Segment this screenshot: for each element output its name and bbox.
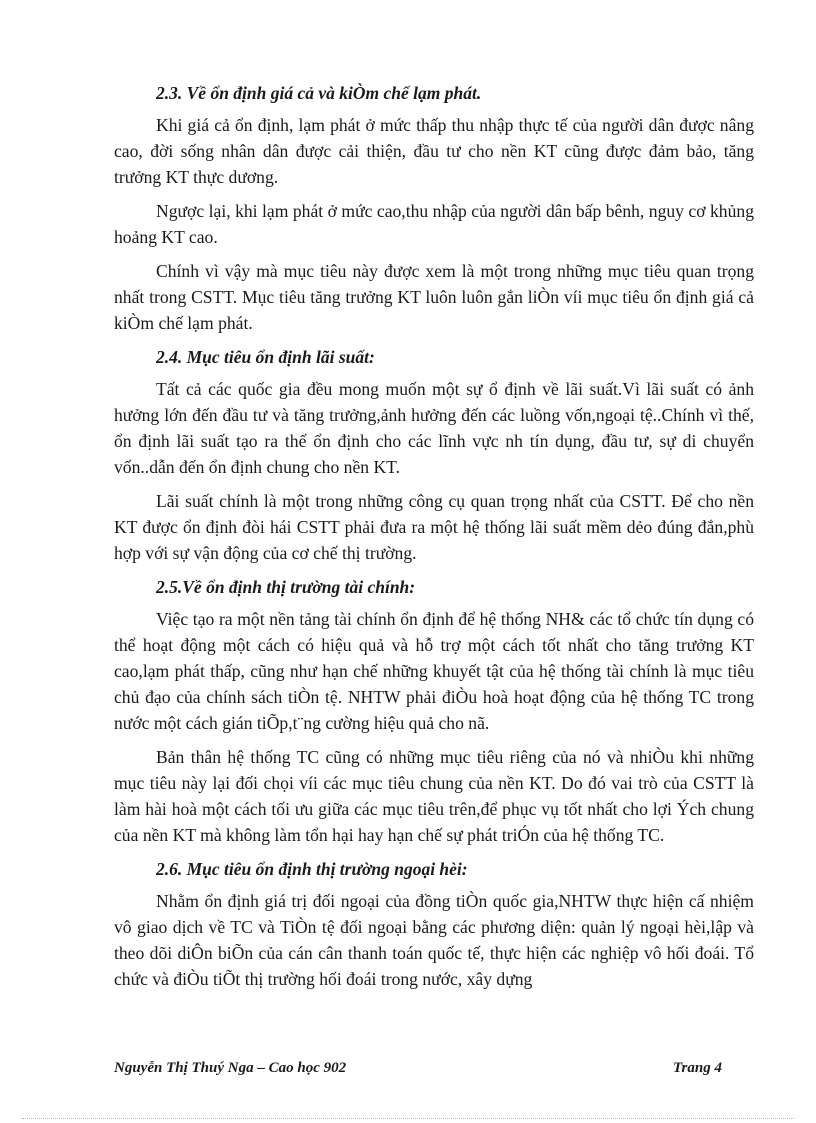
section-heading-2-3: 2.3. Về ổn định giá cả và kiÒm chế lạm phát.: [156, 83, 482, 103]
section-heading-2-6: 2.6. Mục tiêu ổn định thị trường ngoại hèi:: [156, 859, 468, 879]
paragraph: Chính vì vậy mà mục tiêu này được xem là một trong những mục tiêu quan trọng nhất trong CSTT. Mục tiêu tăng trưởng KT luôn luôn gắn liÒn víi mục tiêu ổn định giá cả kiÒm chế lạm phát.: [114, 261, 754, 333]
footer-page-number: Trang 4: [672, 1060, 722, 1076]
paragraph: Lãi suất chính là một trong những công cụ quan trọng nhất của CSTT. Để cho nền KT được ổn định đòi hái CSTT phải đưa ra một hệ thống lãi suất mềm dẻo đúng đắn,phù hợp với sự vận động của cơ chế thị trường.: [114, 491, 754, 563]
page-content: [114, 80, 754, 1000]
paragraph: Việc tạo ra một nền tảng tài chính ổn định để hệ thống NH& các tổ chức tín dụng có thể hoạt động một cách có hiệu quả và hỗ trợ một cách tốt nhất cho tăng trưởng KT cao,lạm phát thấp, cũng như hạn chế những khuyết tật của hệ thống tài chính là mục tiêu chủ đạo của chính sách tiÒn tệ. NHTW phải điÒu hoà hoạt động của hệ thống TC trong nước một cách gián tiÕp,t¨ng cường hiệu quả cho nã.: [114, 609, 754, 733]
paragraph: Tất cả các quốc gia đều mong muốn một sự ổ định về lãi suất.Vì lãi suất có ảnh hưởng lớn đến đầu tư và tăng trưởng,ảnh hưởng đến các luồng vốn,ngoại tệ..Chính vì thế, ổn định lãi suất tạo ra thế ổn định cho các lĩnh vực nh tín dụng, đầu tư, sự di chuyển vốn..dẫn đến ổn định chung cho nền KT.: [114, 379, 754, 477]
paragraph: Bản thân hệ thống TC cũng có những mục tiêu riêng của nó và nhiÒu khi những mục tiêu này lại đối chọi víi các mục tiêu chung của nền KT. Do đó vai trò của CSTT là làm hài hoà một cách tối ưu giữa các mục tiêu trên,để phục vụ tốt nhất cho lợi Ých chung của nền KT mà không làm tổn hại hay hạn chế sự phát triÓn của hệ thống TC.: [114, 747, 754, 845]
paragraph: Khi giá cả ổn định, lạm phát ở mức thấp thu nhập thực tế của người dân được nâng cao, đời sống nhân dân được cải thiện, đầu tư cho nền KT cũng được đảm bảo, tăng trưởng KT thực dương.: [114, 115, 754, 187]
section-heading-2-5: 2.5.Về ổn định thị trường tài chính:: [156, 577, 416, 597]
section-heading-2-4: 2.4. Mục tiêu ổn định lãi suất:: [156, 347, 375, 367]
paragraph: Nhằm ổn định giá trị đối ngoại của đồng tiÒn quốc gia,NHTW thực hiện cấ nhiệm vô giao dịch về TC và TiÒn tệ đối ngoại bằng các phương diện: quản lý ngoại hèi,lập và theo dõi diÔn biÕn của cán cân thanh toán quốc tế, thực hiện các nghiệp vô hối đoái. Tổ chức và điÒu tiÕt thị trường hối đoái trong nước, xây dựng: [114, 891, 754, 989]
page-bottom-divider: [22, 1118, 794, 1119]
paragraph: Ngược lại, khi lạm phát ở mức cao,thu nhập của người dân bấp bênh, nguy cơ khủng hoảng KT cao.: [114, 201, 754, 247]
footer-author: Nguyễn Thị Thuý Nga – Cao học 902: [114, 1060, 347, 1076]
